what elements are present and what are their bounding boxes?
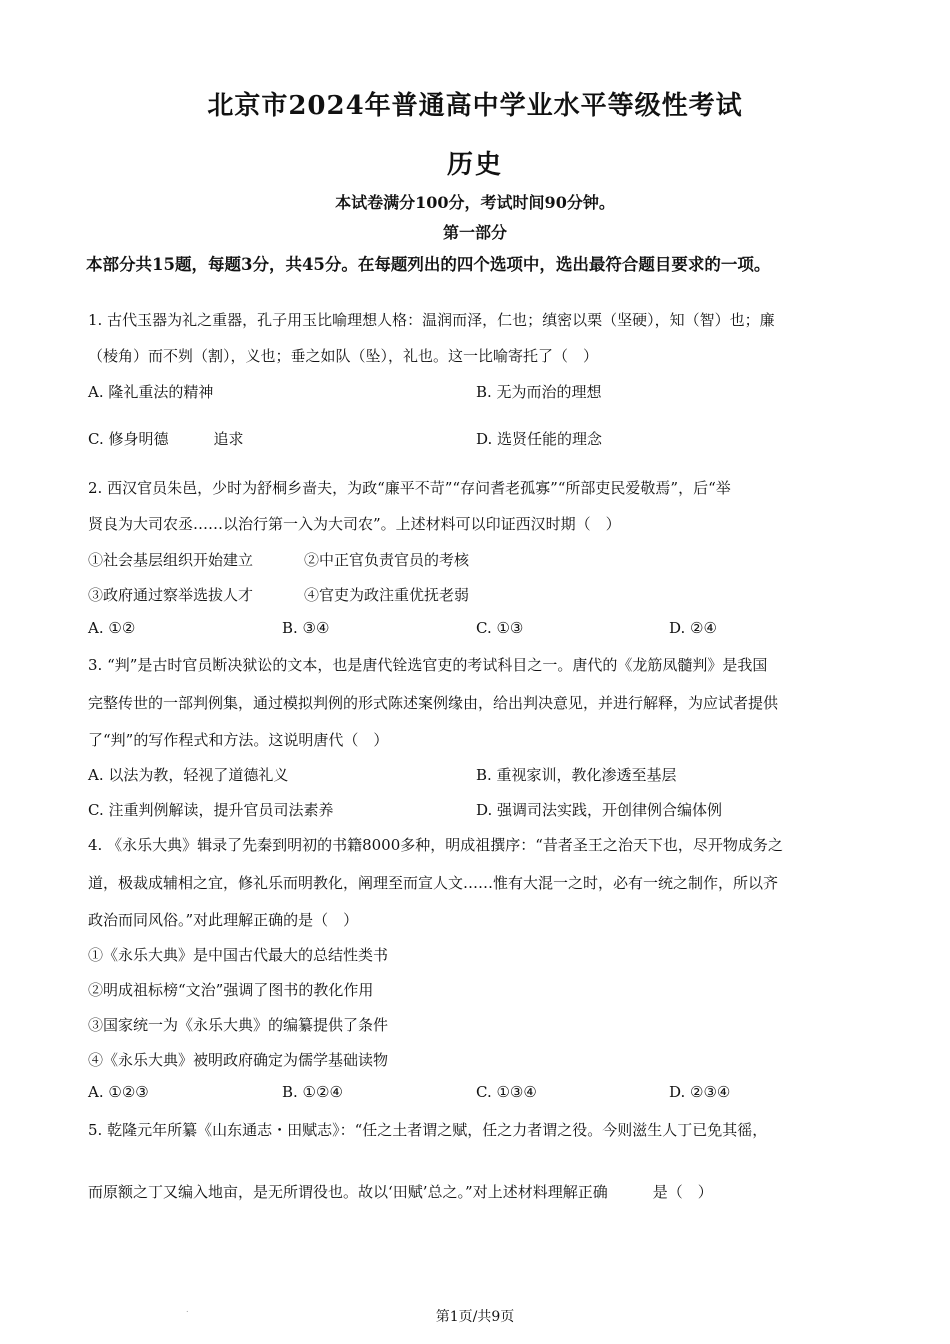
q4-option-b: B. ①②④ — [282, 1083, 343, 1101]
q2-stem-line-1: 2. 西汉官员朱邑，少时为舒桐乡啬夫，为政“廉平不苛”“存问耆老孤寡”“所部吏民爱敬焉”，后“举 — [88, 479, 731, 497]
q3-stem-line-3: 了“判”的写作程式和方法。这说明唐代（ ） — [88, 731, 389, 749]
q2-option-a: A. ①② — [88, 619, 136, 637]
q4-stem-line-3: 政治而同风俗。”对此理解正确的是（ ） — [88, 911, 359, 929]
page-number: 第1页/共9页 — [435, 1309, 515, 1325]
q3-stem-line-2: 完整传世的一部判例集，通过模拟判例的形式陈述案例缘由，给出判决意见，并进行解释，为应试者提供 — [88, 694, 779, 712]
q2-statement-4: ④官吏为政注重优抚老弱 — [304, 586, 470, 604]
q5-stem-line-1: 5. 乾隆元年所纂《山东通志・田赋志》：“任之土者谓之赋，任之力者谓之役。今则滋生人丁已免其徭， — [88, 1121, 768, 1139]
q1-stem-line-1: 1. 古代玉器为礼之重器，孔子用玉比喻理想人格：温润而泽，仁也；缜密以栗（坚硬），知（智）也；廉 — [88, 311, 775, 329]
q3-option-a: A. 以法为教，轻视了道德礼义 — [88, 766, 289, 784]
q5-stem-line-2: 而原额之丁又编入地亩，是无所谓役也。故以‘田赋’总之。”对上述材料理解正确 是（ ） — [88, 1183, 713, 1201]
q4-statement-4: ④《永乐大典》被明政府确定为儒学基础读物 — [88, 1051, 389, 1069]
q2-option-c: C. ①③ — [476, 619, 524, 637]
q1-option-c: C. 修身明德 追求 — [88, 430, 244, 448]
q1-option-b: B. 无为而治的理想 — [476, 383, 602, 401]
section-instructions: 本部分共15题，每题3分，共45分。在每题列出的四个选项中，选出最符合题目要求的一项。 — [86, 255, 771, 274]
stray-mark: . — [186, 1305, 189, 1314]
q4-option-c: C. ①③④ — [476, 1083, 537, 1101]
q4-option-d: D. ②③④ — [669, 1083, 731, 1101]
q4-statement-2: ②明成祖标榜“文治”强调了图书的教化作用 — [88, 981, 374, 999]
q3-option-c: C. 注重判例解读，提升官员司法素养 — [88, 801, 334, 819]
q1-stem-line-2: （棱角）而不刿（割），义也；垂之如队（坠），礼也。这一比喻寄托了（ ） — [88, 347, 599, 365]
part-label: 第一部分 — [442, 223, 507, 242]
q2-statement-2: ②中正官负责官员的考核 — [304, 551, 470, 569]
q2-statement-1: ①社会基层组织开始建立 — [88, 551, 254, 569]
q4-option-a: A. ①②③ — [88, 1083, 149, 1101]
q2-option-d: D. ②④ — [669, 619, 717, 637]
q2-stem-line-2: 贤良为大司农丞……以治行第一入为大司农”。上述材料可以印证西汉时期（ ） — [88, 515, 621, 533]
q3-option-d: D. 强调司法实践，开创律例合编体例 — [476, 801, 723, 819]
q4-stem-line-2: 道，极裁成辅相之宜，修礼乐而明教化，阐理至而宣人文……惟有大混一之时，必有一统之制作，所以齐 — [88, 874, 779, 892]
q4-stem-line-1: 4. 《永乐大典》辑录了先秦到明初的书籍8000多种，明成祖撰序：“昔者圣王之治天下也，尽开物成务之 — [88, 836, 783, 854]
q3-stem-line-1: 3. “判”是古时官员断决狱讼的文本，也是唐代铨选官吏的考试科目之一。唐代的《龙筋凤髓判》是我国 — [88, 656, 768, 674]
q2-option-b: B. ③④ — [282, 619, 330, 637]
q3-option-b: B. 重视家训，教化渗透至基层 — [476, 766, 677, 784]
q4-statement-3: ③国家统一为《永乐大典》的编纂提供了条件 — [88, 1016, 389, 1034]
exam-note: 本试卷满分100分，考试时间90分钟。 — [335, 193, 615, 212]
q1-option-a: A. 隆礼重法的精神 — [88, 383, 214, 401]
q2-statement-3: ③政府通过察举选拔人才 — [88, 586, 254, 604]
subject-title: 历史 — [446, 150, 503, 180]
q1-option-d: D. 选贤任能的理念 — [476, 430, 603, 448]
exam-title: 北京市2024年普通高中学业水平等级性考试 — [207, 91, 743, 121]
q4-statement-1: ①《永乐大典》是中国古代最大的总结性类书 — [88, 946, 389, 964]
